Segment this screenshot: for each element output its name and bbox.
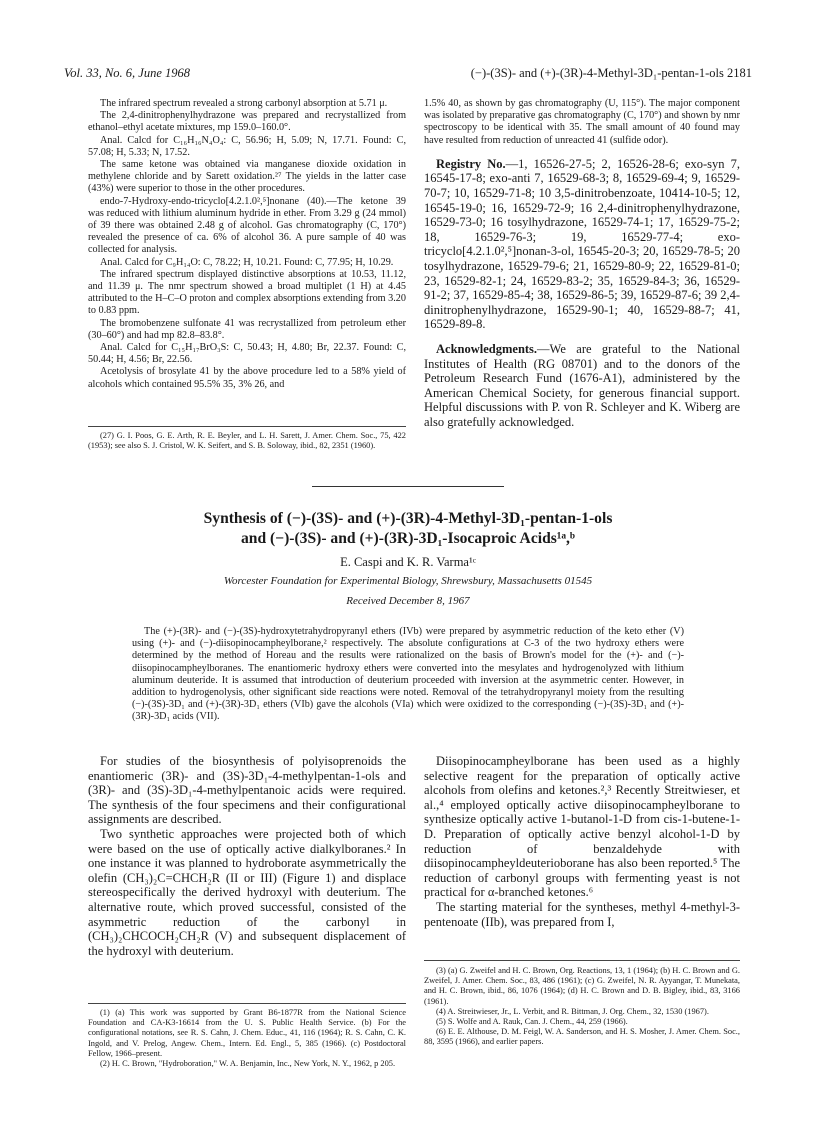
running-head-volume: Vol. 33, No. 6, June 1968: [64, 66, 191, 80]
paragraph: Diisopinocampheylborane has been used as a highly selective reagent for the preparation of optically active alcohols from olefins and ketones.²,³ Recently Streitwieser, et al.,⁴ employed optically active diisopinocampheylborane to synthesize optically active 1-butanol-1-D from cis-1-butene-1-D. Preparation of optically active benzyl alcohol-1-D by reduction of benzaldehyde with diisopinocampheyldeuterioborane has also been reported.⁵ The reduction of carbonyl groups with fermenting yeast is not practical for α-branched ketones.⁶: [424, 754, 740, 900]
paragraph: The bromobenzene sulfonate 41 was recrystallized from petroleum ether (30–60°) and had mp 82.8–83.8°.: [88, 317, 406, 341]
registry-heading: Registry No.: [436, 156, 506, 171]
running-head-title-page: (−)-(3S)- and (+)-(3R)-4-Methyl-3D₁-pentan-1-ols 2181: [470, 66, 752, 80]
abstract: The (+)-(3R)- and (−)-(3S)-hydroxytetrahydropyranyl ethers (IVb) were prepared by asymmetric reduction of the keto ether (V) using (+)- and (−)-diisopinocampheylborane,² respectively. The absolute configurations at C-3 of the two hydroxy ethers were determined by the method of Horeau and the results were rationalized on the basis of Brown's model for the (+)- and (−)-diisopinocampheylboranes. The enantiomeric hydroxy ethers were converted into the mesylates and hydrogenolyzed with lithium aluminum deuteride. It is assumed that introduction of deuterium proceeded with inversion at the asymmetric center. However, in addition to hydrogenolysis, other significant side reactions were noted. Removal of the tetrahydropyranyl moiety from the resulting (−)-(3S)-3D₁ and (+)-(3R)-3D₁ ethers (VIb) gave the alcohols (VIa) which were oxidized to the corresponding (−)-(3S)-3D₁ and (+)-(3R)-3D₁ acids (VII).: [132, 626, 684, 723]
paragraph: The infrared spectrum displayed distinctive absorptions at 10.53, 11.12, and 11.39 μ. The nmr spectrum showed a broad multiplet (1 H) at 4.45 attributed to the H–C–O proton and complex absorptions extending from 3.20 to 0.83 ppm.: [88, 268, 406, 317]
paragraph: The infrared spectrum revealed a strong carbonyl absorption at 5.71 μ.: [100, 98, 388, 109]
experimental-right-column: [424, 98, 740, 430]
article-title-line-1: Synthesis of (−)-(3S)- and (+)-(3R)-4-Methyl-3D₁-pentan-1-ols: [203, 510, 613, 527]
footnote-6: (6) E. E. Althouse, D. M. Feigl, W. A. Sanderson, and H. S. Mosher, J. Amer. Chem. Soc., 88, 3595 (1966), and earlier papers.: [424, 1027, 740, 1047]
paragraph: The 2,4-dinitrophenylhydrazone was prepared and recrystallized from ethanol–ethyl acetate mixtures, mp 159.0–160.0°.: [88, 110, 406, 134]
paragraph: 1.5% 40, as shown by gas chromatography (U, 115°). The major component was isolated by preparative gas chromatography (C, 170°) and shown by nmr spectroscopy to be identical with 35. The small amount of 40 found may have resulted from reduction of unreacted 41 (sulfide odor).: [424, 98, 740, 146]
paragraph: Acetolysis of brosylate 41 by the above procedure led to a 58% yield of alcohols which contained 95.5% 35, 3% 26, and: [88, 366, 406, 390]
affiliation: Worcester Foundation for Experimental Biology, Shrewsbury, Massachusetts 01545: [223, 575, 593, 587]
registry-numbers: Registry No.—1, 16526-27-5; 2, 16526-28-6; exo-syn 7, 16545-17-8; exo-anti 7, 16529-68-3; 8, 16529-69-4; 9, 16529-70-7; 10, 16529-71-8; 10 3,5-dinitrobenzoate, 10414-10-5; 12, 16545-19-0; 16, 16529-72-9; 16 2,4-dinitrophenylhydrazone, 16529-73-0; 16 tosylhydrazone, 16529-74-1; 17, 16529-75-2; 18, 16529-76-3; 19, 16529-77-4; exo-tricyclo[4.2.1.0²,⁵]nonan-3-ol, 16545-20-3; 20, 16529-78-5; 20 tosylhydrazone, 16529-79-6; 21, 16529-80-9; 22, 16529-81-0; 23, 16529-82-1; 24, 16529-83-2; 35, 16529-84-3; 36, 16529-91-2; 37, 16529-85-4; 38, 16529-86-5; 39, 16529-87-6; 39 2,4-dinitrophenylhydrazone, 16529-90-1; 40, 16529-88-7; 41, 16529-89-8.: [424, 156, 740, 332]
footnote-2: (2) H. C. Brown, "Hydroboration," W. A. Benjamin, Inc., New York, N. Y., 1962, p 205.: [100, 1059, 396, 1069]
footnotes-left: [88, 1008, 406, 1069]
paragraph: For studies of the biosynthesis of polyisoprenoids the enantiomeric (3R)- and (3S)-3D₁-4-methylpentan-1-ols and (3R)- and (3S)-3D₁-4-methylpentanoic acids were required. The synthesis of the four specimens and their configurational assignments are described.: [88, 754, 406, 827]
authors: E. Caspi and K. R. Varma¹ᶜ: [340, 555, 476, 569]
paragraph: Anal. Calcd for C₁₆H₁₆N₄O₄: C, 56.96; H, 5.09; N, 17.71. Found: C, 57.08; H, 5.33; N, 17.52.: [88, 134, 406, 158]
footnote-4: (4) A. Streitwieser, Jr., L. Verbit, and R. Bittman, J. Org. Chem., 32, 1530 (1967).: [436, 1006, 709, 1016]
article-separator: [312, 486, 504, 487]
paragraph: Two synthetic approaches were projected both of which were based on the use of optically active dialkylboranes.² In one instance it was planned to hydroborate asymmetrically the olefin (CH₃)₂C=CHCH₂R (II or III) (Figure 1) and displace stereospecifically the derived hydroxyl with deuterium. The alternative route, which proved successful, consisted of the asymmetric reduction of the carbonyl in (CH₃)₂CHCOCH₂CH₂R (V) and subsequent displacement of the hydroxyl with deuterium.: [88, 826, 406, 958]
paragraph: The starting material for the syntheses, methyl 4-methyl-3-pentenoate (IIb), was prepared from I,: [424, 899, 740, 929]
acknowledgments: Acknowledgments.—We are grateful to the National Institutes of Health (RG 08701) and to the donors of the Petroleum Research Fund (1676-A1), administered by the American Chemical Society, for generous financial support. Helpful discussions with P. von R. Schleyer and K. Wiberg are also gratefully acknowledged.: [424, 341, 740, 429]
footnote-1: (1) (a) This work was supported by Grant B6-1877R from the National Science Foundation and CA-K3-16614 from the U. S. Public Health Service. (b) For the configurational notations, see R. S. Cahn, J. Chem. Educ., 41, 116 (1964); R. S. Cahn, C. K. Ingold, and V. Prelog, Angew. Chem., Intern. Ed. Engl., 5, 385 (1966). (c) Postdoctoral Fellow, 1966–present.: [88, 1008, 406, 1058]
body-right-column: [424, 754, 740, 929]
paragraph: endo-7-Hydroxy-endo-tricyclo[4.2.1.0²,⁵]nonane (40).—The ketone 39 was reduced with lithium aluminum hydride in ether. From 3.29 g (24 mmol) of 39 there was obtained 2.48 g of alcohol. Gas chromatography (C, 170°) revealed the presence of ca. 6% of alcohol 36. A pure sample of 40 was collected for analysis.: [88, 195, 406, 256]
footnote-5: (5) S. Wolfe and A. Rauk, Can. J. Chem., 44, 259 (1966).: [436, 1017, 628, 1027]
received-date: Received December 8, 1967: [346, 595, 470, 607]
footnote-3: (3) (a) G. Zweifel and H. C. Brown, Org. Reactions, 13, 1 (1964); (b) H. C. Brown and G. Zweifel, J. Amer. Chem. Soc., 83, 486 (1961); (c) G. Zweifel, N. R. Ayyangar, T. Munekata, and H. C. Brown, ibid., 86, 1076 (1964); (d) H. C. Brown and D. B. Bigley, ibid., 83, 3166 (1961).: [424, 966, 740, 1006]
acknowledgments-heading: Acknowledgments.: [436, 341, 538, 356]
body-left-column: [88, 754, 406, 958]
paragraph: Anal. Calcd for C₁₅H₁₇BrO₃S: C, 50.43; H, 4.80; Br, 22.37. Found: C, 50.44; H, 4.56; Br, 22.56.: [88, 342, 406, 366]
footnotes-right: [424, 966, 740, 1048]
footnote-27: (27) G. I. Poos, G. E. Arth, R. E. Beyler, and L. H. Sarett, J. Amer. Chem. Soc., 75, 422 (1953); see also S. J. Cristol, W. K. Seifert, and S. B. Soloway, ibid., 82, 2351 (1960).: [88, 431, 406, 451]
footnote-rule: [88, 1003, 406, 1004]
paragraph: Anal. Calcd for C₉H₁₄O: C, 78.22; H, 10.21. Found: C, 77.95; H, 10.29.: [100, 256, 394, 268]
article-title-line-2: and (−)-(3S)- and (+)-(3R)-3D₁-Isocaproic Acids¹ᵃ,ᵇ: [240, 530, 575, 547]
experimental-left-column: [88, 98, 406, 391]
paragraph: The same ketone was obtained via manganese dioxide oxidation in methylene chloride and by Sarett oxidation.²⁷ The yields in the latter case (43%) were superior to those in the other procedures.: [88, 159, 406, 195]
footnote-rule: [88, 426, 406, 427]
footnote-rule: [424, 960, 740, 961]
running-head: [64, 66, 752, 82]
